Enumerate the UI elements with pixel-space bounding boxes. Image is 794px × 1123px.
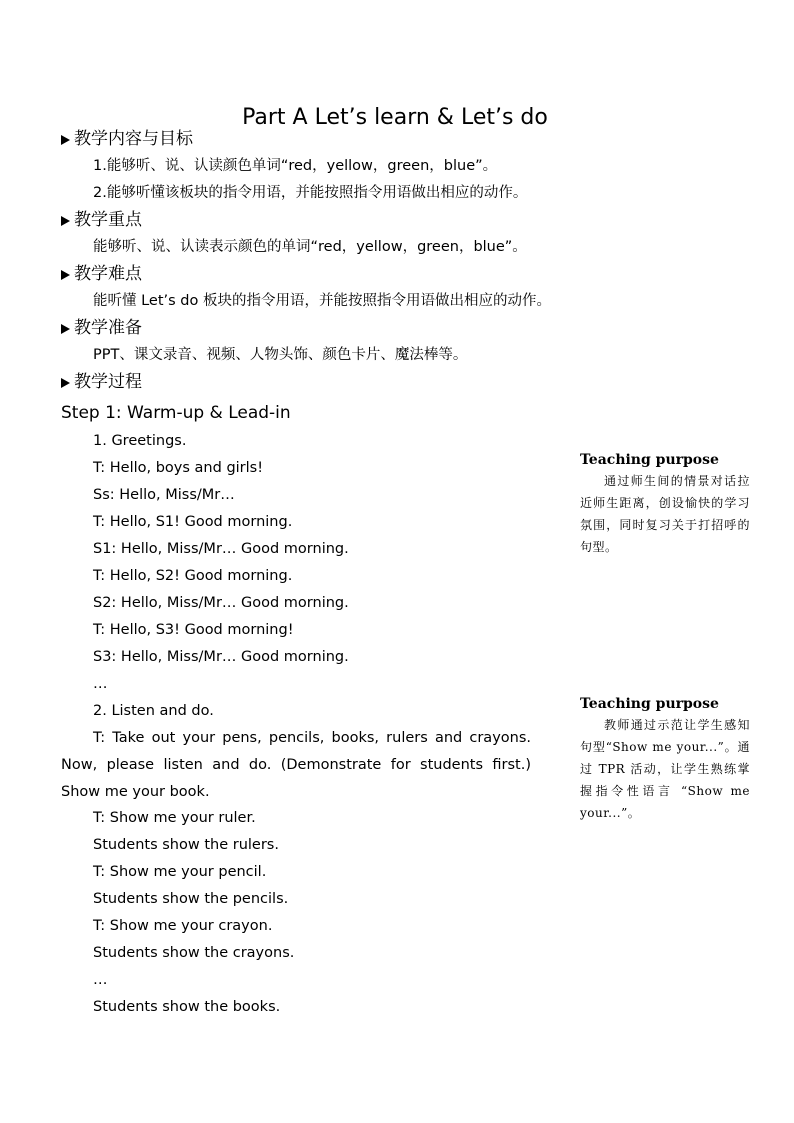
dialogue-line: … bbox=[93, 972, 108, 989]
preparation-line: PPT、课文录音、视频、人物头饰、颜色卡片、魔法棒等。 bbox=[93, 347, 468, 363]
section-heading-goals bbox=[61, 126, 531, 153]
dialogue-line: Students show the pencils. bbox=[93, 891, 289, 908]
section-heading-key-points bbox=[61, 207, 531, 234]
dialogue-line: … bbox=[93, 676, 108, 692]
dialogue-line: T: Show me your crayon. bbox=[93, 918, 273, 935]
dialogue-line: T: Show me your ruler. bbox=[93, 810, 256, 827]
dialogue-line: T: Hello, S1! Good morning. bbox=[93, 514, 293, 530]
difficulty-line: 能听懂 Let’s do 板块的指令用语，并能按照指令用语做出相应的动作。 bbox=[93, 293, 551, 309]
section-heading-difficulties bbox=[61, 261, 531, 288]
dialogue-line: Students show the books. bbox=[93, 999, 281, 1016]
dialogue-line: 2. Listen and do. bbox=[93, 703, 214, 719]
dialogue-line: T: Hello, S3! Good morning! bbox=[93, 622, 294, 638]
side-note-body: 教师通过示范让学生感知句型“Show me your...”。通过 TPR 活动，让学生熟练掌握指令性语言 “Show me your...”。 bbox=[580, 718, 750, 820]
triangle-bullet-icon bbox=[61, 324, 70, 334]
dialogue-line: S2: Hello, Miss/Mr… Good morning. bbox=[93, 595, 349, 611]
dialogue-line: Students show the rulers. bbox=[93, 837, 279, 854]
side-note-title: Teaching purpose bbox=[580, 452, 719, 468]
dialogue-block-b bbox=[61, 805, 531, 1021]
side-note-body: 通过师生间的情景对话拉近师生距离，创设愉快的学习氛围，同时复习关于打招呼的句型。 bbox=[580, 474, 750, 554]
dialogue-line: Ss: Hello, Miss/Mr… bbox=[93, 487, 235, 503]
side-note-listen-and-do bbox=[580, 694, 750, 824]
dialogue-line: 1. Greetings. bbox=[93, 433, 187, 449]
dialogue-block-a bbox=[61, 428, 531, 725]
instruction-paragraph: T: Take out your pens, pencils, books, rulers and crayons. Now, please listen and do. (Demonstrate for students first.) Show me your book. bbox=[61, 730, 531, 800]
side-note-title: Teaching purpose bbox=[580, 696, 719, 712]
heading-text: 教学内容与目标 bbox=[74, 129, 193, 149]
dialogue-line: S1: Hello, Miss/Mr… Good morning. bbox=[93, 541, 349, 557]
triangle-bullet-icon bbox=[61, 135, 70, 145]
triangle-bullet-icon bbox=[61, 378, 70, 388]
section-heading-preparation bbox=[61, 315, 531, 342]
step-title: Step 1: Warm-up & Lead-in bbox=[61, 403, 291, 423]
heading-text: 教学过程 bbox=[74, 372, 142, 392]
triangle-bullet-icon bbox=[61, 216, 70, 226]
dialogue-line: Students show the crayons. bbox=[93, 945, 295, 962]
goal-line-2: 2.能够听懂该板块的指令用语，并能按照指令用语做出相应的动作。 bbox=[93, 185, 528, 201]
triangle-bullet-icon bbox=[61, 270, 70, 280]
heading-text: 教学准备 bbox=[74, 318, 142, 338]
page-title: Part A Let’s learn & Let’s do bbox=[242, 104, 548, 130]
side-note-greetings bbox=[580, 450, 750, 558]
dialogue-line: T: Show me your pencil. bbox=[93, 864, 267, 881]
key-point-line: 能够听、说、认读表示颜色的单词“red，yellow，green，blue”。 bbox=[93, 239, 527, 255]
dialogue-line: S3: Hello, Miss/Mr… Good morning. bbox=[93, 649, 349, 665]
dialogue-line: T: Hello, S2! Good morning. bbox=[93, 568, 293, 584]
dialogue-line: T: Hello, boys and girls! bbox=[93, 460, 264, 476]
heading-text: 教学难点 bbox=[74, 264, 142, 284]
heading-text: 教学重点 bbox=[74, 210, 142, 230]
main-content bbox=[61, 126, 551, 1021]
goal-line-1: 1.能够听、说、认读颜色单词“red，yellow，green，blue”。 bbox=[93, 158, 498, 174]
section-heading-process bbox=[61, 369, 531, 396]
